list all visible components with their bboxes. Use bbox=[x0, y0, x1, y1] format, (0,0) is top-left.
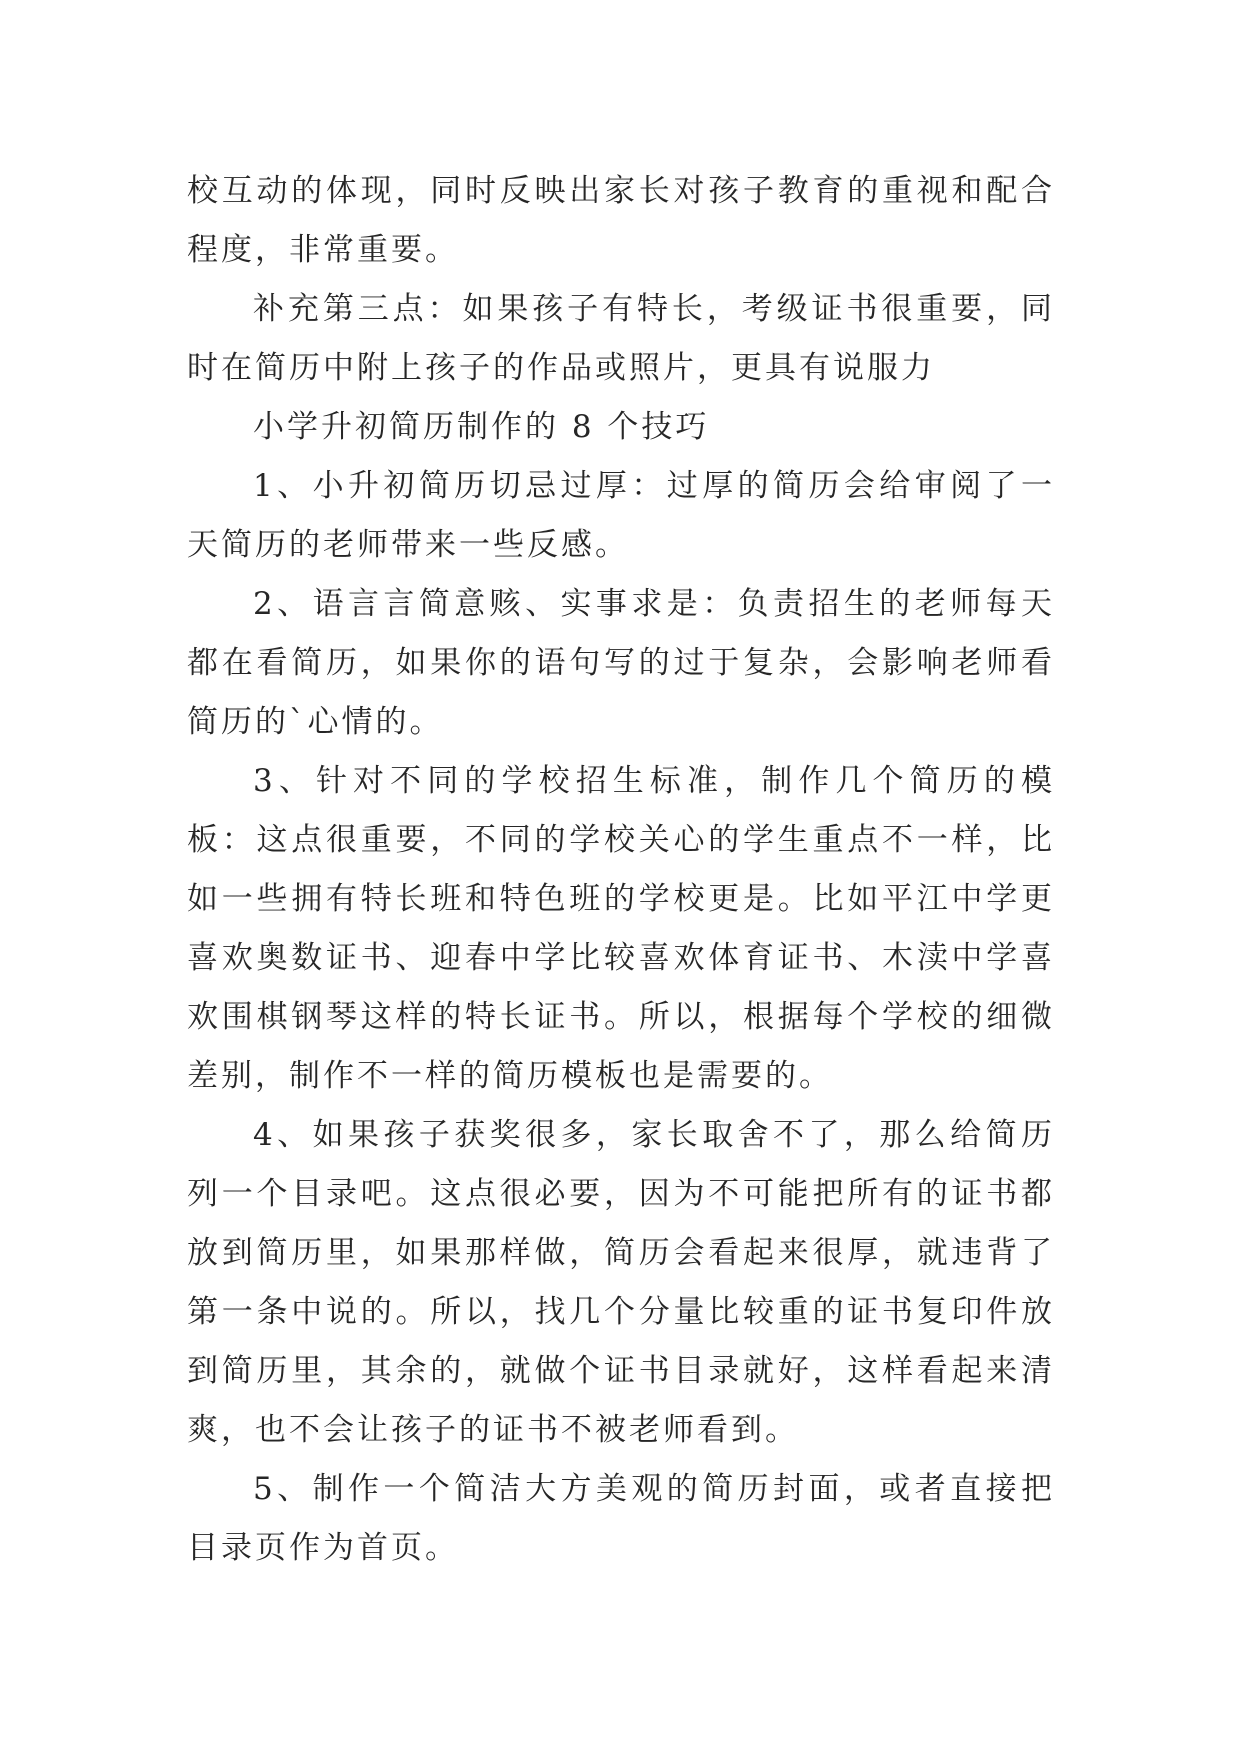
body-text bbox=[187, 162, 1055, 1578]
tip-2: 2、语言言简意赅、实事求是：负责招生的老师每天都在看简历，如果你的语句写的过于复杂，会影响老师看简历的`心情的。 bbox=[187, 586, 1055, 740]
paragraph-supplement-point-three: 补充第三点：如果孩子有特长，考级证书很重要，同时在简历中附上孩子的作品或照片，更具有说服力 bbox=[187, 291, 1055, 386]
tip-1: 1、小升初简历切忌过厚：过厚的简历会给审阅了一天简历的老师带来一些反感。 bbox=[187, 468, 1055, 563]
tip-3: 3、针对不同的学校招生标准，制作几个简历的模板：这点很重要，不同的学校关心的学生重点不一样，比如一些拥有特长班和特色班的学校更是。比如平江中学更喜欢奥数证书、迎春中学比较喜欢体育证书、木渎中学喜欢围棋钢琴这样的特长证书。所以，根据每个学校的细微差别，制作不一样的简历模板也是需要的。 bbox=[187, 763, 1055, 1094]
tip-4: 4、如果孩子获奖很多，家长取舍不了，那么给简历列一个目录吧。这点很必要，因为不可能把所有的证书都放到简历里，如果那样做，简历会看起来很厚，就违背了第一条中说的。所以，找几个分量比较重的证书复印件放到简历里，其余的，就做个证书目录就好，这样看起来清爽，也不会让孩子的证书不被老师看到。 bbox=[187, 1117, 1055, 1448]
section-heading-tips: 小学升初简历制作的 8 个技巧 bbox=[253, 409, 710, 445]
tip-5: 5、制作一个简洁大方美观的简历封面，或者直接把目录页作为首页。 bbox=[187, 1471, 1055, 1566]
paragraph-continuation: 校互动的体现，同时反映出家长对孩子教育的重视和配合程度，非常重要。 bbox=[187, 173, 1055, 268]
